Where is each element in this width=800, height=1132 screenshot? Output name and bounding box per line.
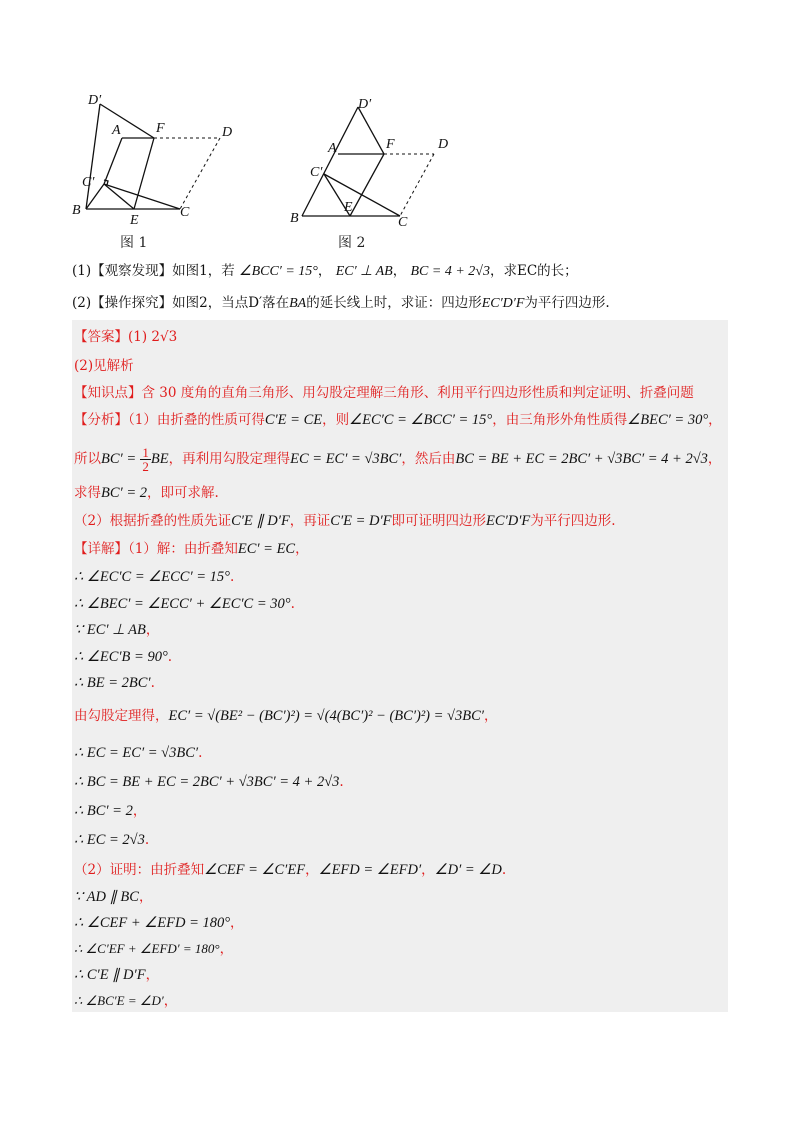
label-d: D bbox=[438, 137, 449, 152]
step-10: ∵ AD ∥ BC， bbox=[74, 889, 153, 905]
analysis-line-1: 【分析】（1）由折叠的性质可得C′E = CE，则∠EC′C = ∠BCC′ = 15°，由三角形外角性质得∠BEC′ = 30°， bbox=[74, 412, 722, 428]
analysis-line-4: （2）根据折叠的性质先证C′E ∥ D′F，再证C′E = D′F即可证明四边形EC′D′F为平行四边形. bbox=[74, 513, 616, 529]
step-7: ∴ BC = BE + EC = 2BC′ + √3BC′ = 4 + 2√3. bbox=[74, 774, 344, 790]
question-1-cond-angle: ∠BCC′ = 15° bbox=[239, 264, 318, 279]
label-b: B bbox=[72, 203, 81, 218]
step-9: ∴ EC = 2√3. bbox=[74, 832, 150, 848]
fraction-one-half: $\frac{1}{2}$ bbox=[142, 445, 149, 474]
question-1-cond-perp: EC′ ⊥ AB bbox=[335, 264, 393, 279]
label-d-prime: D′ bbox=[88, 93, 102, 108]
label-d: D bbox=[222, 125, 233, 140]
step-11: ∴ ∠CEF + ∠EFD = 180°， bbox=[74, 915, 244, 931]
step-4: ∴ ∠EC′B = 90°. bbox=[74, 649, 173, 665]
analysis-line-2: 所以BC′ = $\frac{1}{2}$ BE，再利用勾股定理得EC = EC′ = √3BC′，然后由BC = BE + EC = 2BC′ + √3BC′ = 4 + 2√3， bbox=[74, 445, 722, 474]
question-1-cond-bc: BC = 4 + 2√3 bbox=[410, 264, 490, 279]
label-c-prime: C′ bbox=[82, 175, 95, 190]
step-5: ∴ BE = 2BC′. bbox=[74, 675, 155, 691]
pythagoras-line: 由勾股定理得，EC′ = √(BE² − (BC′)²) = √(4(BC′)² − (BC′)²) = √3BC′， bbox=[74, 708, 498, 724]
analysis-line-3: 求得BC′ = 2，即可求解. bbox=[74, 485, 219, 501]
figure-2 bbox=[288, 92, 468, 232]
step-8: ∴ BC′ = 2， bbox=[74, 803, 147, 819]
figure-2-caption: 图 2 bbox=[338, 235, 366, 251]
part2-intro: （2）证明：由折叠知∠CEF = ∠C′EF，∠EFD = ∠EFD′，∠D′ = ∠D. bbox=[74, 862, 507, 878]
label-b: B bbox=[290, 211, 299, 226]
label-c: C bbox=[180, 205, 190, 220]
step-12: ∴ ∠C′EF + ∠EFD′ = 180°， bbox=[74, 941, 234, 957]
knowledge-line: 【知识点】含 30 度角的直角三角形、用勾股定理解三角形、利用平行四边形性质和判定证明、折叠问题 bbox=[74, 385, 694, 401]
figure-1-diagram bbox=[70, 88, 270, 228]
label-e: E bbox=[130, 213, 139, 228]
step-1: ∴ ∠EC′C = ∠ECC′ = 15°. bbox=[74, 569, 235, 585]
figure-1-caption: 图 1 bbox=[120, 235, 148, 251]
label-a: A bbox=[328, 141, 337, 156]
question-1: (1)【观察发现】如图1，若 ∠BCC′ = 15°， EC′ ⊥ AB， BC = 4 + 2√3，求EC的长； bbox=[72, 263, 578, 279]
answer-part2: (2)见解析 bbox=[74, 358, 134, 374]
step-2: ∴ ∠BEC′ = ∠ECC′ + ∠EC′C = 30°. bbox=[74, 596, 295, 612]
step-14: ∴ ∠BC′E = ∠D′， bbox=[74, 993, 178, 1009]
answer-line: 【答案】(1) 2√3 bbox=[74, 329, 178, 345]
label-c: C bbox=[398, 215, 408, 230]
label-c-prime: C′ bbox=[310, 165, 323, 180]
label-a: A bbox=[112, 123, 121, 138]
step-13: ∴ C′E ∥ D′F， bbox=[74, 967, 160, 983]
label-e: E bbox=[344, 200, 353, 215]
label-f: F bbox=[386, 137, 395, 152]
label-f: F bbox=[156, 121, 165, 136]
step-3: ∵ EC′ ⊥ AB， bbox=[74, 622, 160, 638]
detail-intro: 【详解】（1）解：由折叠知EC′ = EC， bbox=[74, 541, 309, 557]
question-2: (2)【操作探究】如图2，当点D′落在BA的延长线上时，求证：四边形EC′D′F为平行四边形. bbox=[72, 295, 610, 311]
step-6: ∴ EC = EC′ = √3BC′. bbox=[74, 745, 203, 761]
figure-1 bbox=[70, 88, 270, 228]
figure-2-diagram bbox=[288, 92, 468, 232]
label-d-prime: D′ bbox=[358, 97, 372, 112]
